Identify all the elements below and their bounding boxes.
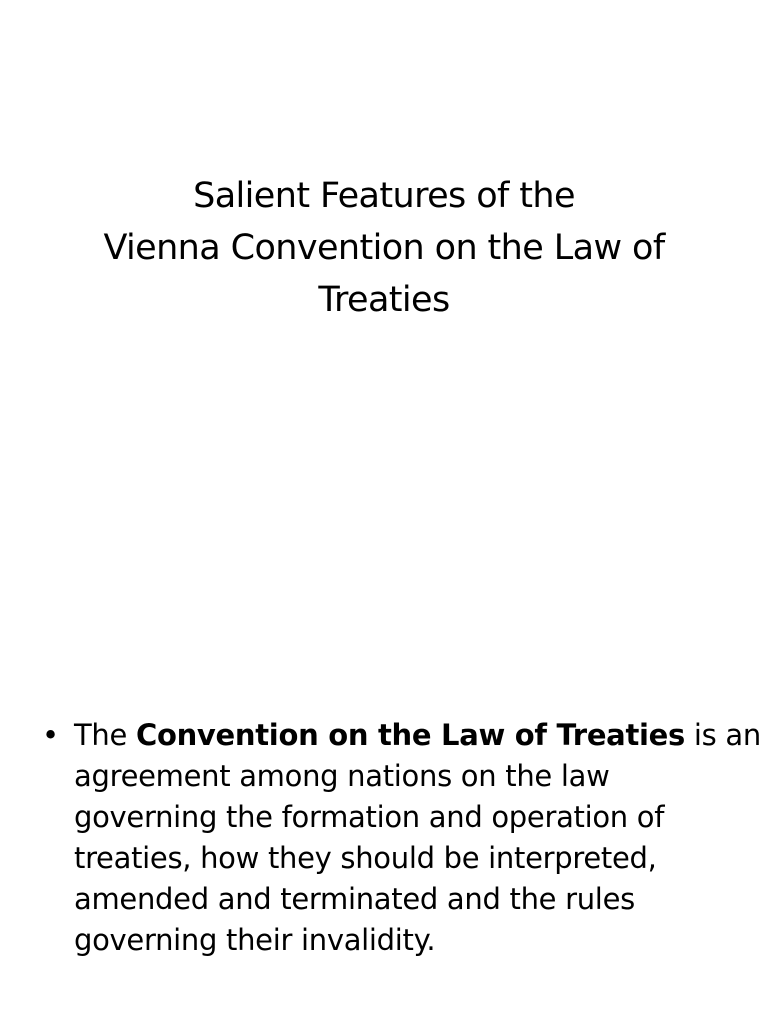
bullet-line-4: treaties, how they should be interpreted, [74, 841, 657, 875]
bullet-bold-term: Convention on the Law of Treaties [135, 718, 685, 752]
slide-title-line-1: Salient Features of the [193, 176, 575, 216]
bullet-after-bold: is an [685, 718, 761, 752]
bullet-line-2: agreement among nations on the law [74, 759, 610, 793]
bullet-text [74, 715, 761, 961]
bullet-list [42, 715, 761, 961]
bullet-line-6: governing their invalidity. [74, 923, 436, 957]
slide-title [0, 170, 768, 326]
bullet-item [42, 715, 761, 961]
bullet-point-icon: • [42, 718, 59, 752]
slide-title-line-2: Vienna Convention on the Law of [103, 228, 665, 268]
bullet-intro: The [74, 718, 136, 752]
slide-title-line-3: Treaties [318, 280, 450, 320]
bullet-line-1 [74, 715, 761, 756]
bullet-line-3: governing the formation and operation of [74, 800, 665, 834]
bullet-line-5: amended and terminated and the rules [74, 882, 635, 916]
